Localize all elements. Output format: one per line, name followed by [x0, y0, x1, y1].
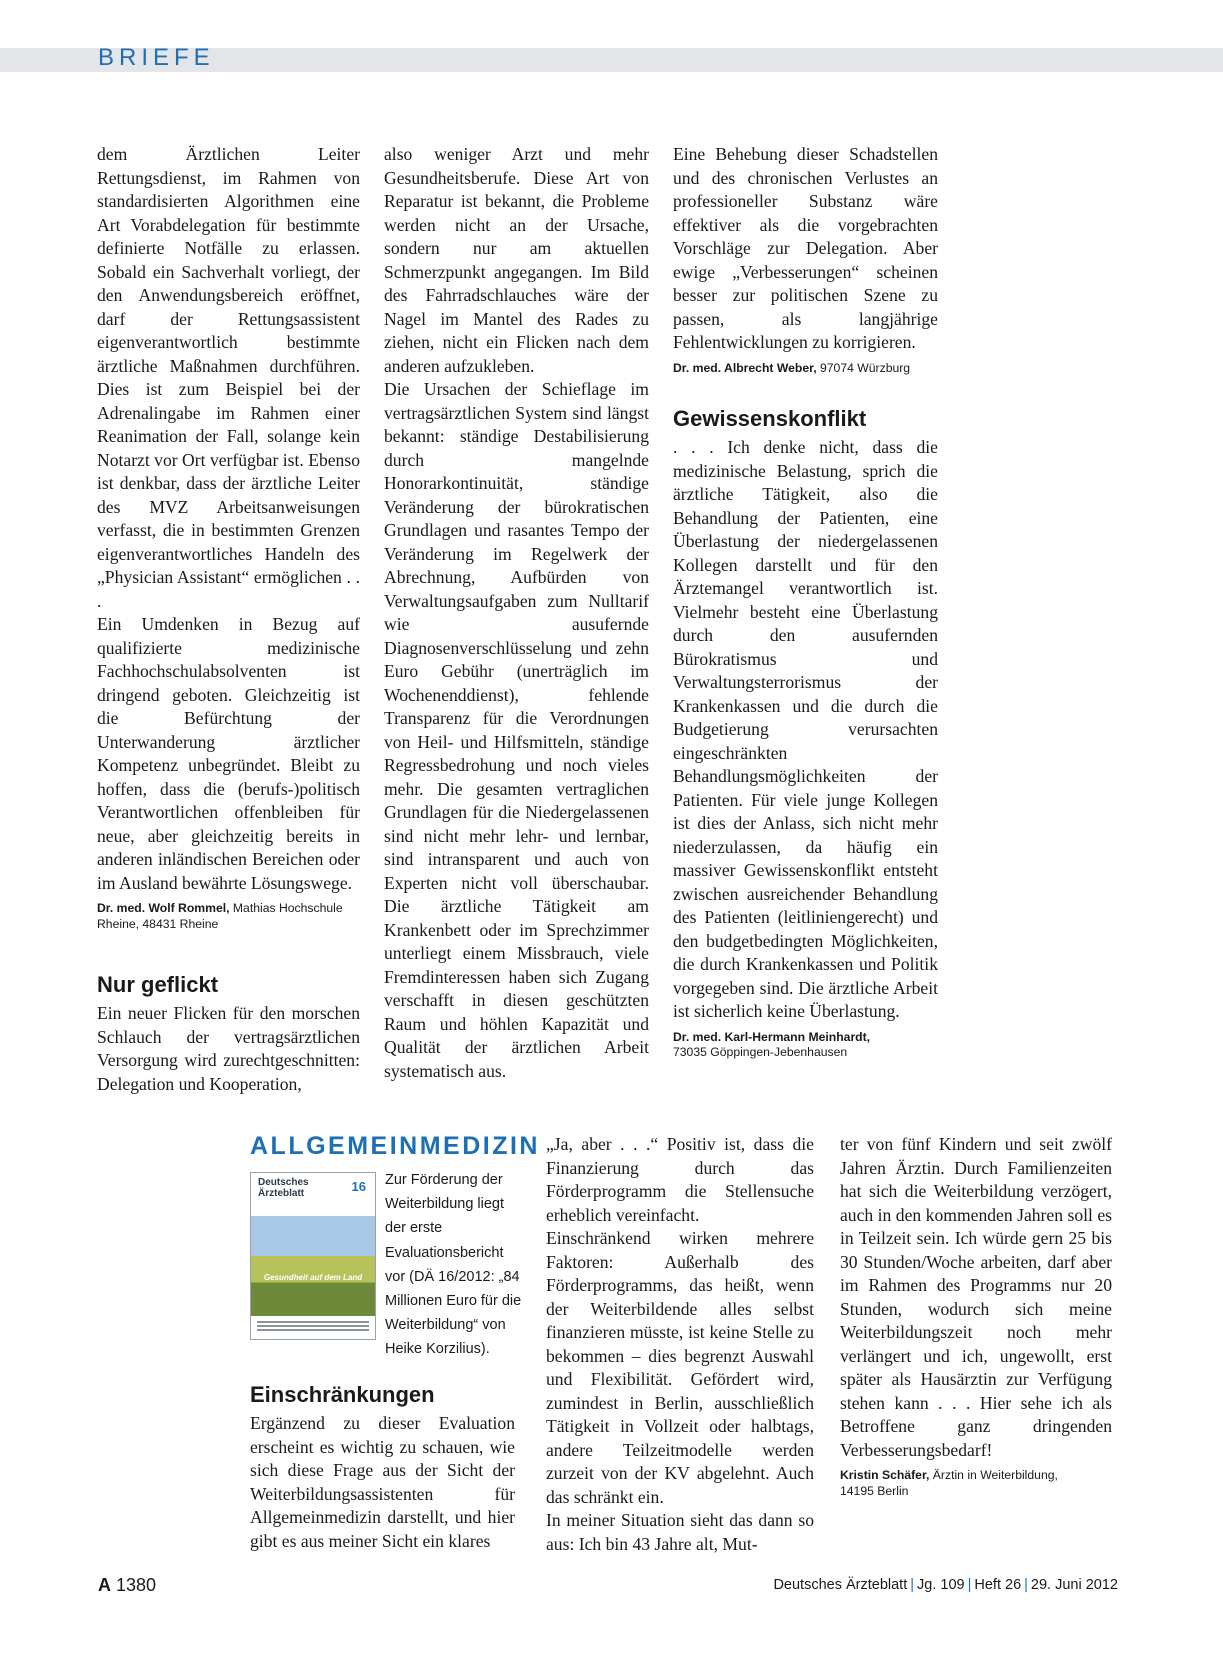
signature-affiliation: Mathias Hochschule [229, 901, 343, 915]
cover-brand: Deutsches Ärzteblatt [258, 1177, 309, 1199]
journal-name: Deutsches Ärzteblatt [773, 1577, 908, 1593]
page-number-value: 1380 [116, 1575, 157, 1595]
journal-date: 29. Juni 2012 [1030, 1577, 1118, 1593]
signature-location: 73035 Göppingen-Jebenhausen [673, 1045, 848, 1059]
journal-footer: Deutsches Ärzteblatt | Jg. 109 | Heft 26 | 29. Juni 2012 [773, 1577, 1118, 1593]
letter-paragraph: „Ja, aber . . .“ Positiv ist, dass die Finanzierung durch das Förderprogramm die Stellensuche erheblich vereinfacht. [546, 1134, 814, 1225]
letter-signature [673, 1030, 938, 1061]
cover-issue-number: 16 [351, 1179, 366, 1194]
letter-paragraph: Ein Umdenken in Bezug auf qualifizierte medizinische Fachhochschulabsolventen ist dringend geboten. Gleichzeitig ist die Befürchtung der Unterwanderung ärztlicher Kompetenz unbegründet. Bleibt zu hoffen, dass die (berufs-)politisch Verantwortlichen offenbleiben für neue, aber gleichzeitig bereits in anderen inländischen Bereichen oder im Ausland bewährte Lösungswege. [97, 614, 360, 893]
signature-location: Rheine, 48431 Rheine [97, 916, 219, 931]
letter-paragraph: also weniger Arzt und mehr Gesundheitsberufe. Diese Art von Reparatur ist bekannt, die Probleme werden nicht an der Ursache, sondern nur am aktuellen Schmerzpunkt angegangen. Im Bild des Fahrradschlauches wäre der Nagel im Mantel des Rades zu ziehen, nicht ein Flicken nach dem anderen aufzukleben. [384, 144, 649, 376]
column-6 [840, 1133, 1112, 1499]
letter-paragraph: ter von fünf Kindern und seit zwölf Jahren Ärztin. Durch Familienzeiten hat sich die Weiterbildung verzögert, auch in den kommenden Jahren soll es in Teilzeit sein. Ich würde gern 25 bis 30 Stunden/Woche arbeiten, darf aber im Rahmen des Programms nur 20 Stunden, wodurch sich meine Weiterbildungszeit noch mehr verlängert und ich, ungewollt, erst später als Hausärztin zur Verfügung stehen kann . . . Hier sehe ich als Betroffene ganz dringenden Verbesserungsbedarf! [840, 1134, 1112, 1460]
signature-name: Kristin Schäfer, [840, 1468, 930, 1482]
signature-affiliation: Ärztin in Weiterbildung, [929, 1468, 1058, 1482]
letter-paragraph: Einschränkend wirken mehrere Faktoren: Außerhalb des Förderprogramms, das heißt, wenn der Weiterbildende alles selbst finanzieren müsste, ist keine Stelle zu bekommen – dies begrenzt Auswahl und Flexibilität. Gefördert wird, zumindest in Berlin, ausschließlich Tätigkeit in Vollzeit oder halbtags, andere Teilzeitmodelle werden zurzeit von der KV abgelehnt. Auch das schränkt ein. [546, 1228, 814, 1507]
letter-paragraph: dem Ärztlichen Leiter Rettungsdienst, im Rahmen von standardisierten Algorithmen eine Art Vorabdelegation für bestimmte definierte Notfälle zu erlassen. Sobald ein Sachverhalt vorliegt, der den Anwendungsbereich eröffnet, darf der Rettungsassistent eigenverantwortlich bestimmte ärztliche Maßnahmen durchführen. Dies ist zum Beispiel bei der Adrenalingabe im Rahmen einer Reanimation der Fall, solange kein Notarzt vor Ort verfügbar ist. Ebenso ist denkbar, dass der ärztliche Leiter des MVZ Arbeitsanweisungen verfasst, die in bestimmten Grenzen eigenverantwortliches Handeln des „Physician Assistant“ ermöglichen . . . [97, 144, 360, 611]
letter-signature [97, 901, 360, 932]
letter-paragraph: Ergänzend zu dieser Evaluation erscheint es wichtig zu schauen, wie sich diese Frage aus der Sicht der Weiterbildungsassistenten für Allgemeinmedizin darstellt, und hier gibt es aus meiner Sicht ein klares [250, 1413, 515, 1551]
letter-paragraph: Ein neuer Flicken für den morschen Schlauch der vertragsärztlichen Versorgung wird zurechtgeschnitten: Delegation und Kooperation, [97, 1003, 360, 1094]
signature-location: 97074 Würzburg [816, 360, 911, 375]
column-2 [384, 143, 649, 1083]
column-1 [97, 143, 360, 1096]
column-5 [546, 1133, 814, 1556]
signature-name: Dr. med. Albrecht Weber, [673, 360, 817, 375]
journal-cover-thumbnail [250, 1172, 376, 1340]
column-3 [673, 143, 938, 1061]
signature-name: Dr. med. Karl-Hermann Meinhardt, [673, 1029, 871, 1044]
letter-heading: Nur geflickt [97, 972, 219, 997]
section-title: BRIEFE [98, 44, 215, 71]
signature-name: Dr. med. Wolf Rommel, [97, 901, 230, 915]
letter-paragraph: Eine Behebung dieser Schadstellen und des chronischen Verlustes an professioneller Substanz wäre effektiver als die vorgebrachten Vorschläge zur Delegation. Aber ewige „Verbesserungen“ scheinen besser zur politischen Szene zu passen, als langjährige Fehlentwicklungen zu korrigieren. [673, 144, 938, 352]
letter-signature [840, 1468, 1112, 1499]
page-number [98, 1575, 156, 1596]
journal-volume: Jg. 109 [917, 1577, 965, 1593]
column-4 [250, 1382, 515, 1553]
page-prefix: A [98, 1575, 111, 1595]
letter-paragraph: Die Ursachen der Schieflage im vertragsärztlichen System sind längst bekannt: ständige Destabilisierung durch mangelnde Honorarkontinuität, ständige Veränderung der bürokratischen Grundlagen und rasantes Tempo der Veränderung im Regelwerk der Abrechnung, Aufbürden von Verwaltungsaufgaben zum Nulltarif wie ausufernde Diagnosenverschlüsselung und zehn Euro Gebühr (unerträglich im Wochenenddienst), fehlende Transparenz für die Verordnungen von Heil- und Hilfsmitteln, ständige Regressbedrohung und noch vieles mehr. Die gesamten vertraglichen Grundlagen für die Niedergelassenen sind nicht mehr lehr- und lernbar, sind intransparent und auch von Experten nicht voll überschaubar. Die ärztliche Tätigkeit am Krankenbett oder im Sprechzimmer unterliegt einem Missbrauch, viele Fremdinteressen haben sich Zugang verschafft in diesen geschützten Raum und höhlen Kapazität und Qualität der ärztlichen Arbeit systematisch aus. [384, 379, 649, 1081]
cover-text-lines [257, 1321, 369, 1333]
article-reference-caption: Zur Förderung der Weiterbildung liegt der erste Evaluationsbericht vor (DÄ 16/2012: „84 Millionen Euro für die Weiterbildung“ von Heike Korzilius). [385, 1172, 522, 1358]
letter-signature [673, 361, 938, 377]
cover-title: Gesundheit auf dem Land [263, 1273, 363, 1282]
letter-paragraph: In meiner Situation sieht das dann so aus: Ich bin 43 Jahre alt, Mut- [546, 1510, 814, 1554]
letter-paragraph: . . . Ich denke nicht, dass die medizinische Belastung, sprich die ärztliche Tätigkeit, also die Behandlung der Patienten, eine Überlastung der niedergelassenen Kollegen darstellt und für den Ärztemangel verantwortlich ist. Vielmehr besteht eine Überlastung durch den ausufernden Bürokratismus und Verwaltungsterrorismus der Krankenkassen und die durch die Budgetierung verursachten eingeschränkten Behandlungsmöglichkeiten der Patienten. Für viele junge Kollegen ist dies der Anlass, sich nicht mehr niederzulassen, da häufig ein massiver Gewissenskonflikt entsteht zwischen ausreichender Behandlung des Patienten (leitliniengerecht) und den budgetbedingten Möglichkeiten, die durch Krankenkassen und Politik vorgegeben sind. Die ärztliche Arbeit ist sicherlich keine Überlastung. [673, 437, 938, 1021]
topic-label: ALLGEMEINMEDIZIN [250, 1132, 540, 1160]
letter-heading: Gewissenskonflikt [673, 406, 867, 431]
journal-issue: Heft 26 [974, 1577, 1022, 1593]
letter-heading: Einschränkungen [250, 1382, 435, 1407]
signature-location: 14195 Berlin [840, 1483, 909, 1498]
